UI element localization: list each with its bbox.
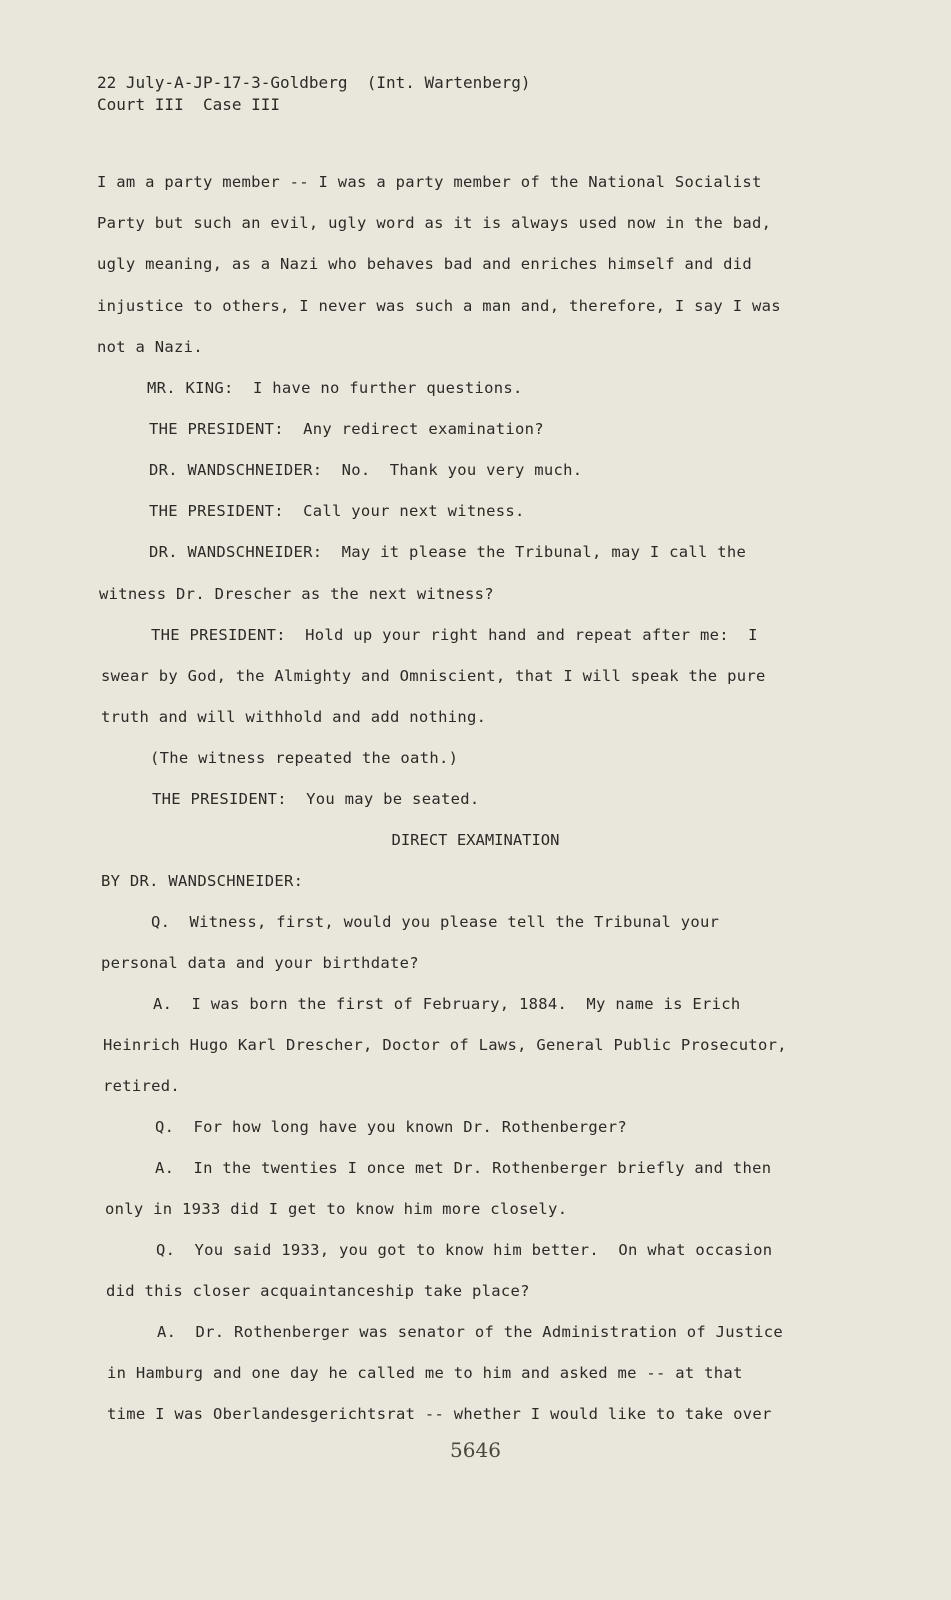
text-line: truth and will withhold and add nothing. <box>101 708 487 726</box>
text-line: I am a party member -- I was a party member of the National Socialist <box>97 173 762 191</box>
text-line: BY DR. WANDSCHNEIDER: <box>101 872 304 890</box>
text-line: THE PRESIDENT: Hold up your right hand and repeat after me: I <box>151 626 758 644</box>
text-line: injustice to others, I never was such a man and, therefore, I say I was <box>97 297 781 315</box>
text-line: swear by God, the Almighty and Omniscient, that I will speak the pure <box>101 667 766 685</box>
document-header <box>97 72 530 116</box>
text-line: (The witness repeated the oath.) <box>150 749 459 767</box>
header-line-2: Court III Case III <box>97 95 281 114</box>
text-line: Q. For how long have you known Dr. Rothenberger? <box>155 1118 627 1136</box>
section-heading: DIRECT EXAMINATION <box>391 831 560 849</box>
text-line: ugly meaning, as a Nazi who behaves bad and enriches himself and did <box>97 255 752 273</box>
header-line-1: 22 July-A-JP-17-3-Goldberg (Int. Wartenberg) <box>97 73 531 92</box>
text-line: Heinrich Hugo Karl Drescher, Doctor of Laws, General Public Prosecutor, <box>103 1036 787 1054</box>
text-line: MR. KING: I have no further questions. <box>147 379 523 397</box>
text-line: A. I was born the first of February, 1884. My name is Erich <box>153 995 741 1013</box>
text-line: THE PRESIDENT: Call your next witness. <box>149 502 525 520</box>
text-line: personal data and your birthdate? <box>101 954 419 972</box>
text-line: time I was Oberlandesgerichtsrat -- whether I would like to take over <box>107 1405 772 1423</box>
text-line: DR. WANDSCHNEIDER: No. Thank you very much. <box>149 461 583 479</box>
text-line: Party but such an evil, ugly word as it is always used now in the bad, <box>97 214 772 232</box>
text-line: THE PRESIDENT: Any redirect examination? <box>149 420 544 438</box>
text-line: Q. Witness, first, would you please tell the Tribunal your <box>151 913 720 931</box>
text-line: A. Dr. Rothenberger was senator of the Administration of Justice <box>157 1323 784 1341</box>
text-line: not a Nazi. <box>97 338 203 356</box>
page-number: 5646 <box>450 1438 501 1462</box>
text-line: witness Dr. Drescher as the next witness? <box>99 585 494 603</box>
text-line: in Hamburg and one day he called me to him and asked me -- at that <box>107 1364 743 1382</box>
text-line: DR. WANDSCHNEIDER: May it please the Tribunal, may I call the <box>149 543 747 561</box>
text-line: Q. You said 1933, you got to know him better. On what occasion <box>156 1241 773 1259</box>
text-line: retired. <box>103 1077 181 1095</box>
text-line: did this closer acquaintanceship take place? <box>106 1282 530 1300</box>
text-line: only in 1933 did I get to know him more closely. <box>105 1200 568 1218</box>
text-line: A. In the twenties I once met Dr. Rothenberger briefly and then <box>155 1159 772 1177</box>
text-line: THE PRESIDENT: You may be seated. <box>152 790 480 808</box>
